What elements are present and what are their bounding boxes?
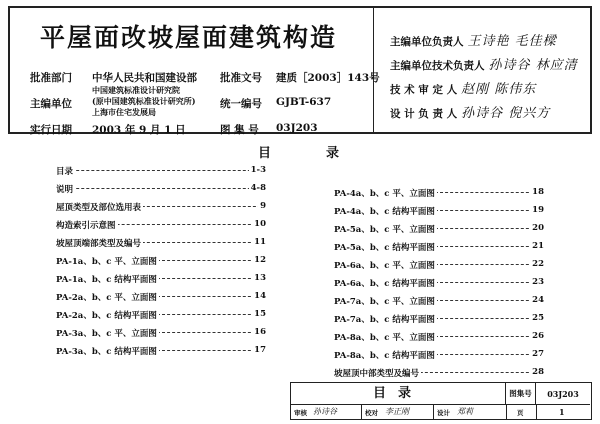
- toc-item[interactable]: PA-2a、b、c 结构平面图 15: [56, 309, 266, 321]
- serial: GJBT-637: [276, 96, 332, 108]
- toc-item[interactable]: 目录 1-3: [56, 165, 266, 177]
- editor-line-2: (原中国建筑标准设计研究所): [92, 96, 196, 106]
- design-label: 设计: [437, 409, 450, 417]
- toc-item[interactable]: PA-8a、b、c 结构平面图 27: [334, 349, 544, 361]
- toc-item[interactable]: PA-4a、b、c 平、立面图 18: [334, 187, 544, 199]
- atlas-number-label: 图集号: [506, 383, 536, 405]
- header-band: [8, 6, 592, 134]
- toc-item[interactable]: PA-6a、b、c 结构平面图 23: [334, 277, 544, 289]
- responsible-label: 设 计 负 责 人: [390, 108, 458, 120]
- toc-item[interactable]: 坡屋顶端部类型及编号 11: [56, 237, 266, 249]
- check-signature: 李正刚: [385, 407, 409, 416]
- toc-item[interactable]: 屋顶类型及部位选用表 9: [56, 201, 266, 213]
- approve-dept: 中华人民共和国建设部: [92, 72, 197, 84]
- atlas-number-value: 03J203: [536, 383, 590, 405]
- toc-item[interactable]: PA-1a、b、c 结构平面图 13: [56, 273, 266, 285]
- responsible-row: [390, 30, 557, 49]
- date: 2003 年 9 月 1 日: [92, 124, 186, 136]
- atlas-title: 平屋面改坡屋面建筑构造: [40, 23, 338, 52]
- toc-item[interactable]: PA-4a、b、c 结构平面图 19: [334, 205, 544, 217]
- page-label: 页: [517, 409, 524, 417]
- design-signature: 郑莉: [457, 407, 473, 416]
- atlas-label: 图 集 号: [220, 124, 259, 136]
- toc-item[interactable]: 说明 4-8: [56, 183, 266, 195]
- atlas-number: 03J203: [276, 122, 318, 134]
- signature: 孙诗谷 倪兴方: [461, 106, 551, 121]
- serial-label: 统一编号: [220, 98, 262, 110]
- responsible-row: [390, 54, 578, 73]
- editor-label: 主编单位: [30, 98, 72, 110]
- title-block: [290, 382, 592, 420]
- sheet-name: 目录: [291, 383, 506, 405]
- approve-doc: 建质［2003］143号: [276, 72, 380, 84]
- editor-line-3: 上海市住宅发展局: [92, 107, 156, 117]
- approve-doc-label: 批准文号: [220, 72, 262, 84]
- responsible-label: 主编单位技术负责人: [390, 60, 485, 72]
- toc-item[interactable]: PA-5a、b、c 平、立面图 20: [334, 223, 544, 235]
- responsible-label: 技 术 审 定 人: [390, 84, 458, 96]
- page-number: 1: [559, 407, 565, 417]
- toc-item[interactable]: PA-3a、b、c 平、立面图 16: [56, 327, 266, 339]
- toc-item[interactable]: 坡屋顶中部类型及编号 28: [334, 367, 544, 379]
- toc-item[interactable]: PA-6a、b、c 平、立面图 22: [334, 259, 544, 271]
- signature: 赵刚 陈伟东: [461, 82, 537, 97]
- review-signature: 孙诗谷: [313, 407, 337, 416]
- toc-heading-char: 目: [258, 146, 272, 161]
- date-label: 实行日期: [30, 124, 72, 136]
- header-right: [374, 8, 590, 132]
- header-left: [10, 8, 380, 136]
- signature-row: [291, 405, 590, 419]
- check-label: 校对: [365, 409, 378, 417]
- toc-item[interactable]: PA-7a、b、c 平、立面图 24: [334, 295, 544, 307]
- editor-line-1: 中国建筑标准设计研究院: [92, 85, 180, 95]
- toc-item[interactable]: PA-1a、b、c 平、立面图 12: [56, 255, 266, 267]
- responsible-row: [390, 102, 550, 121]
- approve-dept-label: 批准部门: [30, 72, 72, 84]
- toc-item[interactable]: PA-7a、b、c 结构平面图 25: [334, 313, 544, 325]
- review-label: 审核: [294, 409, 307, 417]
- toc-heading-char: 录: [326, 146, 340, 161]
- toc-item[interactable]: PA-8a、b、c 平、立面图 26: [334, 331, 544, 343]
- responsible-row: [390, 78, 536, 97]
- toc-item[interactable]: PA-3a、b、c 结构平面图 17: [56, 345, 266, 357]
- toc-item[interactable]: PA-2a、b、c 平、立面图 14: [56, 291, 266, 303]
- toc-item[interactable]: 构造索引示意图 10: [56, 219, 266, 231]
- toc-item[interactable]: PA-5a、b、c 结构平面图 21: [334, 241, 544, 253]
- signature: 王诗艳 毛佳樑: [467, 34, 557, 49]
- signature: 孙诗谷 林应清: [488, 58, 578, 73]
- responsible-label: 主编单位负责人: [390, 36, 464, 48]
